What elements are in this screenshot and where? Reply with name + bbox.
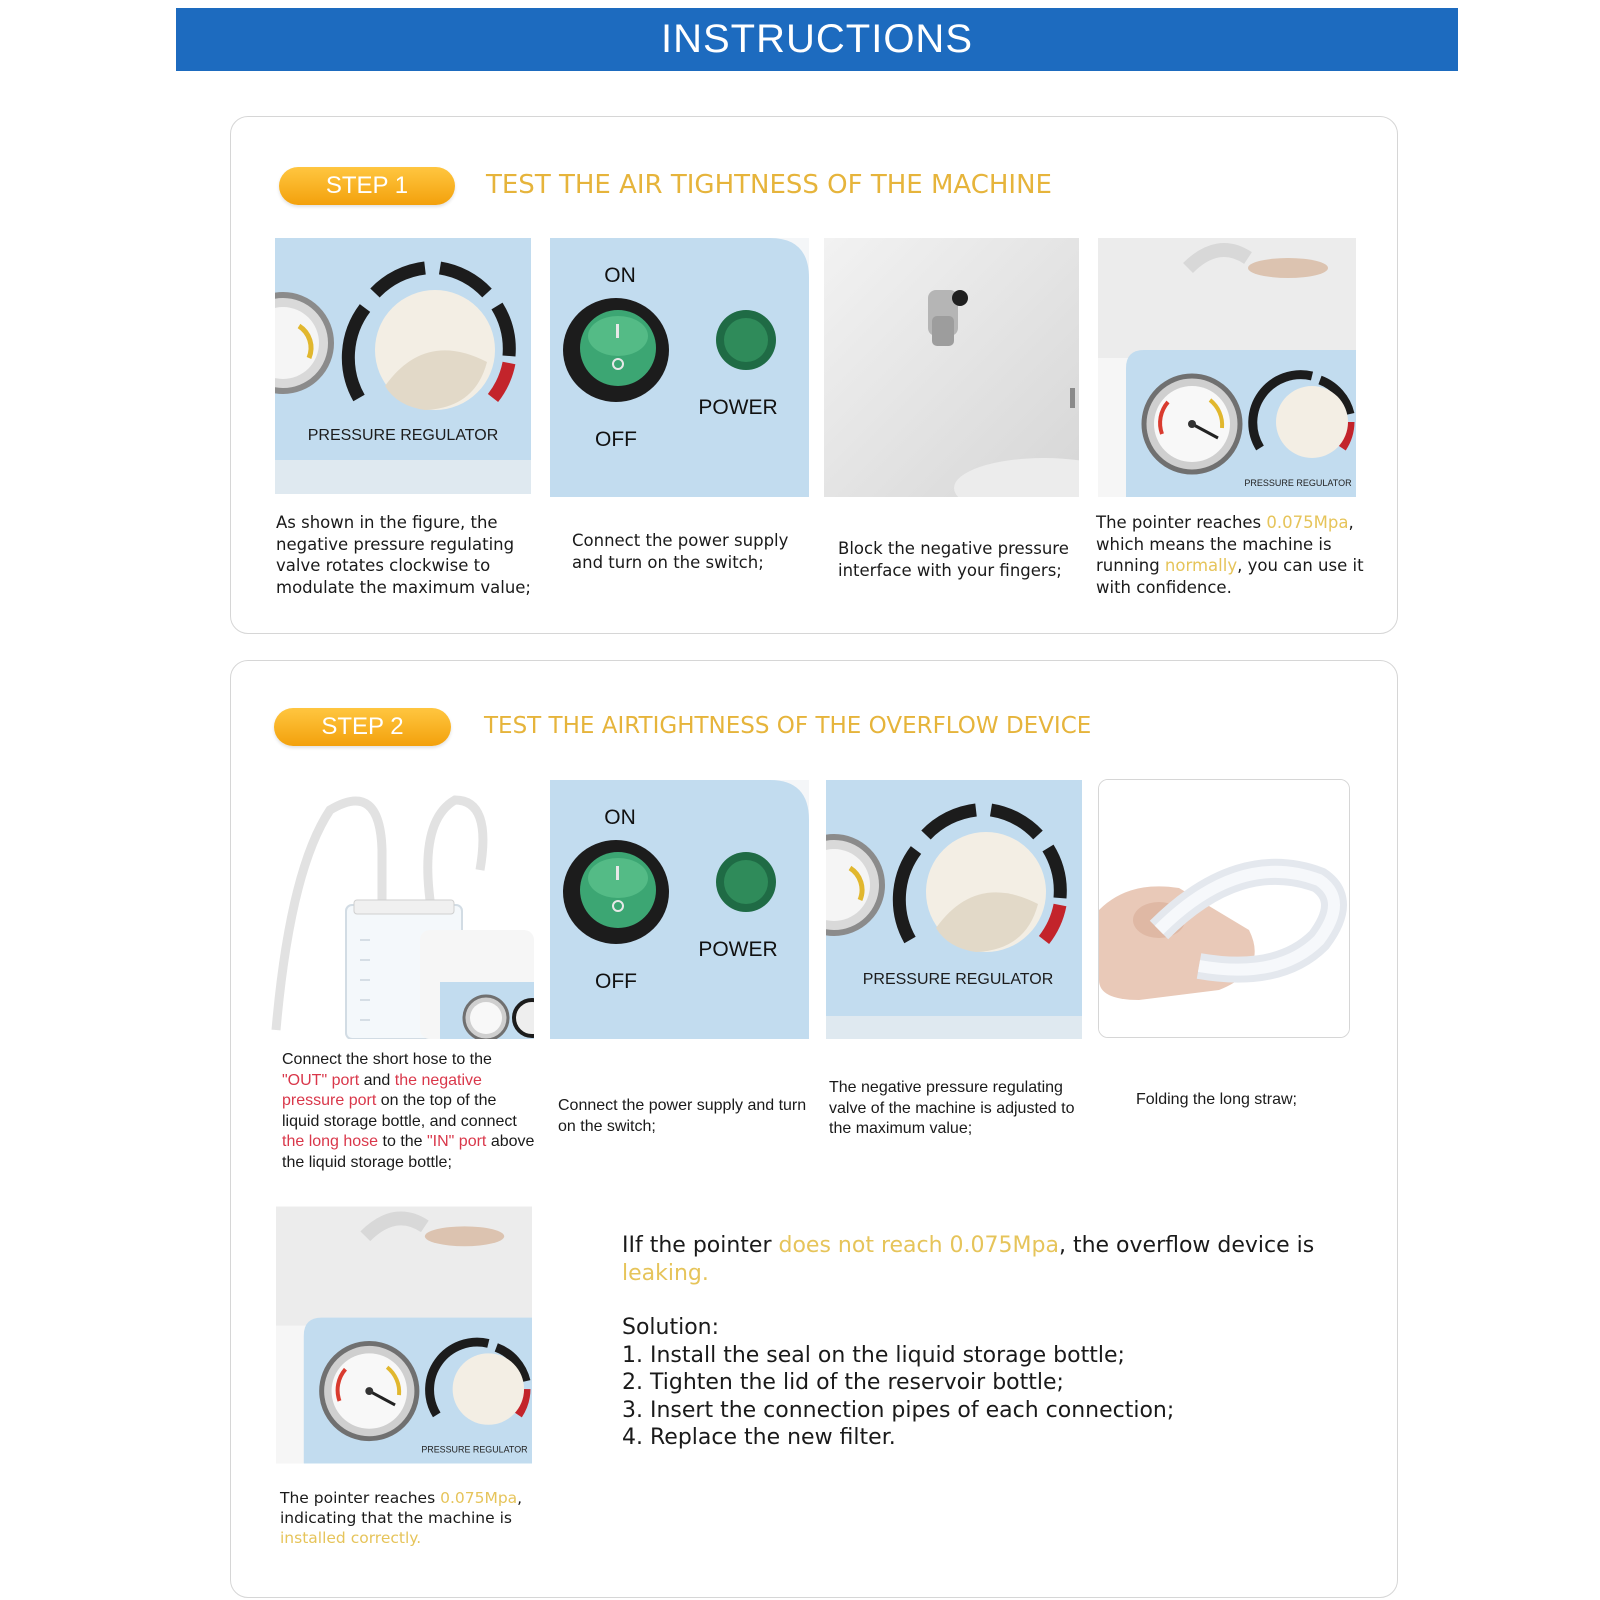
caption-text: Connect the short hose to the	[282, 1051, 492, 1068]
pressure-regulator-illustration	[826, 780, 1082, 1039]
step1-caption-1: As shown in the figure, the negative pressure regulating valve rotates clockwise to modulate the maximum value;	[276, 513, 531, 597]
gauge-illustration	[276, 1206, 532, 1464]
pressure-interface-illustration	[824, 238, 1079, 497]
switch-off-label: OFF	[595, 970, 637, 993]
highlight-in-port: "IN" port	[427, 1133, 487, 1150]
switch-power-label: POWER	[698, 396, 778, 419]
caption-text: The pointer reaches	[1096, 513, 1267, 532]
highlight-long-hose: the long hose	[282, 1133, 379, 1150]
caption-text: above the liquid storage bottle;	[282, 1133, 535, 1171]
solution-item: 4. Replace the new filter.	[622, 1425, 896, 1450]
leak-warning	[622, 1232, 1322, 1287]
highlight-pressure: 0.075Mpa	[1266, 513, 1349, 532]
step1-badge-label: STEP 1	[325, 172, 409, 199]
step2-badge-label: STEP 2	[321, 713, 404, 740]
switch-on-label: ON	[604, 264, 636, 287]
step1-caption-2: Connect the power supply and turn on the switch;	[572, 531, 789, 572]
switch-off-label: OFF	[595, 428, 637, 451]
step2-badge	[274, 708, 451, 746]
caption-text: The pointer reaches	[280, 1489, 441, 1507]
step2-caption-5	[280, 1488, 542, 1548]
highlight-pressure: 0.075Mpa	[440, 1489, 518, 1507]
instructions-banner	[176, 8, 1458, 71]
switch-on-label: ON	[604, 806, 636, 829]
step1-caption-4	[1096, 512, 1366, 598]
gauge-illustration	[1098, 238, 1356, 497]
step1-photo-gauge	[1098, 238, 1356, 497]
switch-power-label: POWER	[698, 938, 778, 961]
solution-item: 1. Install the seal on the liquid storage bottle;	[622, 1342, 1125, 1368]
pressure-regulator-illustration	[275, 238, 531, 494]
banner-title: INSTRUCTIONS	[661, 17, 973, 61]
gauge-regulator-label: PRESSURE REGULATOR	[1244, 478, 1352, 488]
step1-photo-interface	[824, 238, 1079, 497]
caption-text: and	[359, 1071, 395, 1089]
solution-label: Solution:	[622, 1315, 720, 1340]
step2-photo-straw	[1098, 779, 1350, 1038]
caption-text: , indicating that the machine is	[280, 1489, 523, 1527]
power-switch-illustration	[550, 780, 809, 1039]
leak-note	[622, 1232, 1322, 1452]
highlight-negative-port: the negative pressure port	[282, 1071, 482, 1109]
gauge-regulator-label: PRESSURE REGULATOR	[421, 1444, 528, 1455]
step2-caption-3: The negative pressure regulating valve of the machine is adjusted to the maximum value;	[829, 1079, 1075, 1137]
highlight-not-reach: does not reach 0.075Mpa	[778, 1233, 1059, 1258]
caption-text: , which means the machine is running	[1096, 513, 1354, 575]
step2-caption-2: Connect the power supply and turn on the switch;	[558, 1097, 807, 1135]
solution-item: 3. Insert the connection pipes of each connection;	[622, 1397, 1175, 1423]
highlight-out-port: "OUT" port	[282, 1071, 360, 1089]
caption-text: , you can use it with confidence.	[1096, 556, 1364, 597]
step2-photo-switch	[550, 780, 809, 1039]
step2-caption-4: Folding the long straw;	[1136, 1091, 1297, 1108]
highlight-normally: normally	[1164, 556, 1238, 575]
step2-photo-gauge	[276, 1206, 532, 1464]
step1-title: TEST THE AIR TIGHTNESS OF THE MACHINE	[486, 170, 1052, 200]
step1-photo-switch	[550, 238, 809, 497]
step1-badge	[279, 167, 455, 205]
note-text: IIf the pointer	[622, 1233, 779, 1258]
folded-straw-illustration	[1099, 780, 1349, 1037]
caption-text: on the top of the liquid storage bottle, and connect	[282, 1092, 517, 1130]
step2-title: TEST THE AIRTIGHTNESS OF THE OVERFLOW DEVICE	[484, 713, 1092, 739]
caption-text: to the	[378, 1133, 427, 1150]
note-text: , the overflow device is	[1058, 1233, 1315, 1258]
highlight-leaking: leaking.	[622, 1260, 709, 1286]
bottle-hoses-illustration	[270, 790, 534, 1039]
regulator-label: PRESSURE REGULATOR	[307, 427, 499, 444]
step2-photo-bottle	[270, 790, 534, 1039]
highlight-installed-correctly: installed correctly.	[280, 1529, 422, 1547]
power-switch-illustration	[550, 238, 809, 497]
regulator-label: PRESSURE REGULATOR	[862, 971, 1054, 988]
step1-caption-3: Block the negative pressure interface with your fingers;	[838, 539, 1069, 580]
solution-item: 2. Tighten the lid of the reservoir bottle;	[622, 1370, 1064, 1395]
step2-photo-regulator	[826, 780, 1082, 1039]
step1-photo-regulator	[275, 238, 531, 494]
step2-caption-1	[282, 1050, 537, 1173]
